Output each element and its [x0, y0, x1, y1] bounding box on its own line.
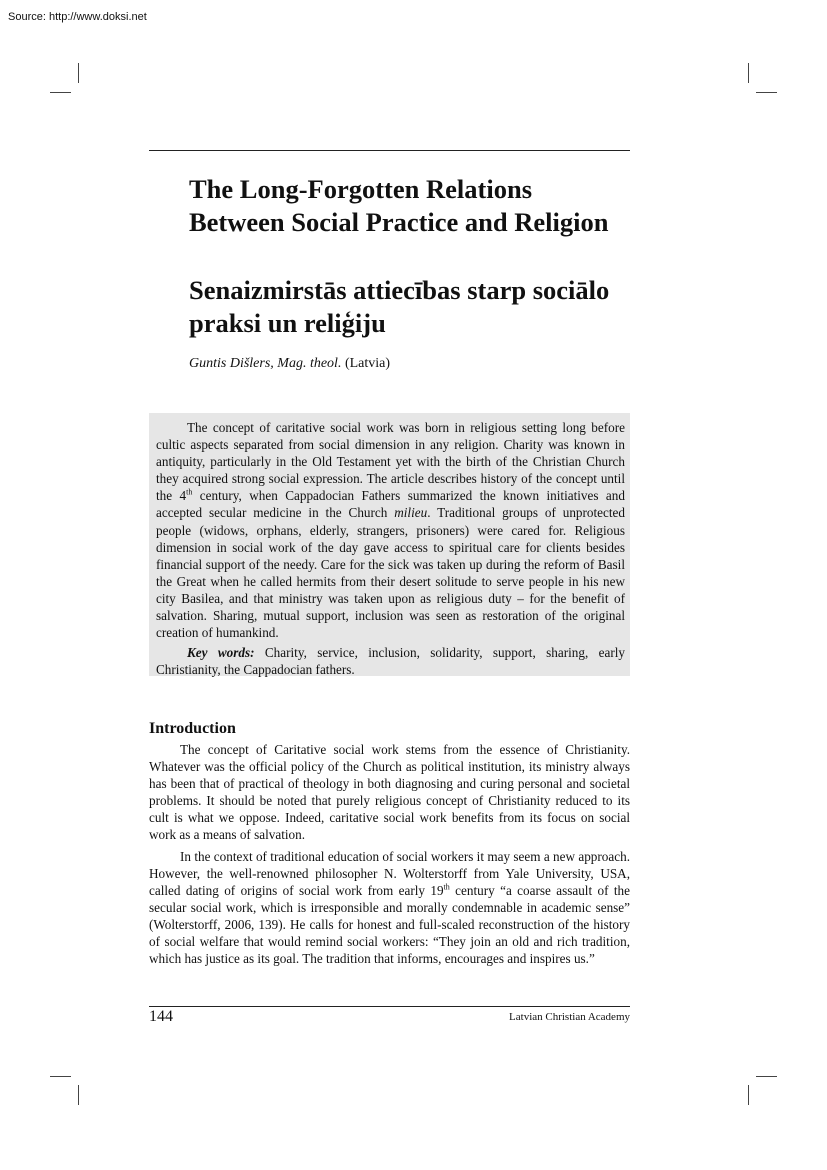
abstract-part1: The concept of caritative social work was born in religious setting long before cultic aspects separated from social dimension in any religion. Charity was known in antiquity, particularly in the Old Testament yet with the birth of the Christian Church they acquired strong social expression. The article describes history of the concept until the 4 — [156, 420, 625, 504]
title-latvian — [189, 274, 609, 340]
abstract-part3: . Traditional groups of unprotected people (widows, orphans, elderly, strangers, prisoners) were cared for. Religious dimension in social work of the day gave access to spiritual care for clients besides financial support of the needy. Care for the sick was taken up during the reform of Basil the Great when he called hermits from their desert solitude to serve people in his new city Basilea, and that ministry was taken upon as religious duty – for the benefit of salvation. Sharing, mutual support, inclusion was seen as restoration of the original creation of humankind. — [156, 505, 625, 641]
author-country: (Latvia) — [344, 356, 391, 371]
top-rule — [149, 150, 630, 151]
crop-mark-bottom-right-horizontal — [756, 1076, 777, 1077]
title-english-line1: The Long-Forgotten Relations — [189, 174, 533, 204]
crop-mark-bottom-right-vertical — [748, 1085, 749, 1105]
introduction-paragraph-1: The concept of Caritative social work stems from the essence of Christianity. Whatever was the official policy of the Church as political institution, its ministry always has been that of practical of theology in both diagnosing and curing personal and societal problems. It should be noted that purely religious concept of Christianity reduced to its cult is what we oppose. Indeed, caritative social work benefits from its focus on social work as a means of salvation. — [149, 742, 630, 843]
publisher-label: Latvian Christian Academy — [509, 1011, 630, 1023]
abstract-superscript: th — [186, 487, 193, 497]
author-name: Guntis Dišlers, Mag. theol. — [189, 356, 342, 371]
para2-part-a: In the context of traditional education of social workers it may seem a new approach. However, the well-renowned philosopher N. Wolterstorff from Yale University, USA, called dating of origins of social work from early 19 — [149, 848, 630, 898]
introduction-body — [149, 741, 630, 971]
section-heading-introduction: Introduction — [149, 720, 236, 737]
keywords-label: Key words: — [187, 645, 255, 661]
abstract-text — [156, 419, 625, 641]
abstract-box — [149, 413, 630, 676]
abstract-part2: century, when Cappadocian Fathers summarized the known initiatives and accepted secular medicine in the Church — [156, 488, 625, 521]
title-latvian-line2: praksi un reliģiju — [189, 308, 386, 338]
keywords-list: Charity, service, inclusion, solidarity, support, sharing, early Christianity, the Cappadocian fathers. — [156, 645, 625, 678]
source-label: Source: http://www.doksi.net — [8, 11, 147, 23]
title-english — [189, 173, 609, 239]
page-number: 144 — [149, 1008, 173, 1025]
keywords — [156, 644, 625, 678]
crop-mark-top-left-horizontal — [50, 92, 71, 93]
para2-superscript: th — [443, 882, 450, 892]
title-latvian-line1: Senaizmirstās attiecības starp sociālo — [189, 275, 610, 305]
crop-mark-top-left-vertical — [78, 63, 79, 83]
abstract-italic-word: milieu — [394, 505, 428, 521]
crop-mark-bottom-left-vertical — [78, 1085, 79, 1105]
introduction-paragraph-2 — [149, 848, 630, 968]
crop-mark-bottom-left-horizontal — [50, 1076, 71, 1077]
title-english-line2: Between Social Practice and Religion — [189, 207, 609, 237]
crop-mark-top-right-horizontal — [756, 92, 777, 93]
crop-mark-top-right-vertical — [748, 63, 749, 83]
para2-part-b: century “a coarse assault of the secular social work, which is irresponsible and morally condemnable in academic sense” (Wolterstorff, 2006, 139). He calls for honest and full-scaled reconstruction of the history of social welfare that would remind social workers: “They join an old and rich tradition, which has justice as its goal. The tradition that informs, encourages and inspires us.” — [149, 882, 630, 967]
footer-rule — [149, 1006, 630, 1007]
author-line — [189, 356, 390, 372]
